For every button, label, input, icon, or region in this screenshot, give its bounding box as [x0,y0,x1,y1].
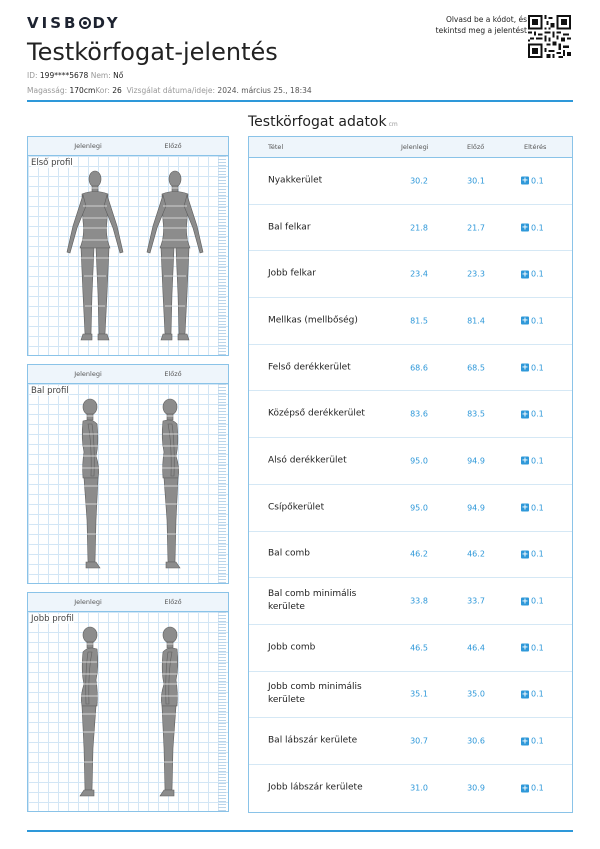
height-value: 170cm [69,86,96,95]
current-value: 46.2 [410,549,428,559]
meta-line-details [27,86,312,95]
previous-value: 21.7 [467,223,485,233]
current-value: 83.6 [410,409,428,419]
qr-instructions [407,14,527,36]
measurement-name: Bal comb [268,548,310,559]
table-header [249,137,572,158]
date-value: 2024. március 25., 18:34 [217,86,312,95]
header-item: Tétel [268,143,284,151]
panel-current-label: Jelenlegi [74,598,102,606]
table-body [249,158,572,812]
difference-number: 0.1 [531,736,544,746]
previous-value: 46.2 [467,549,485,559]
table-row [249,251,572,298]
difference-number: 0.1 [531,316,544,326]
panel-grid [28,384,228,583]
height-label: Magasság: [27,86,68,95]
difference-value [521,550,544,559]
qr-text-line-1: Olvasd be a kódot, és [445,15,527,24]
panel-header [28,137,228,156]
panel-previous-label: Előző [164,142,182,150]
measurement-name: Jobb lábszár kerülete [268,782,363,793]
right-body-current-figure [70,622,110,807]
previous-value: 30.9 [467,783,485,793]
panel-title: Jobb profil [31,614,74,624]
increase-icon: + [521,689,529,699]
unit-label: cm [388,121,398,128]
table-row [249,298,572,345]
table-row [249,158,572,205]
left-body-previous-figure [150,394,190,579]
difference-number: 0.1 [531,643,544,653]
header-diff: Eltérés [524,143,547,151]
gender-value: Nő [113,71,124,80]
measurement-name: Felső derékkerület [268,362,351,373]
difference-value [521,456,544,465]
current-value: 30.2 [410,176,428,186]
difference-value [521,363,544,372]
difference-value [521,270,544,279]
header-current: Jelenlegi [401,143,429,151]
current-value: 68.6 [410,363,428,373]
difference-number: 0.1 [531,503,544,513]
panel-header [28,365,228,384]
difference-number: 0.1 [531,269,544,279]
previous-value: 23.3 [467,269,485,279]
increase-icon: + [521,409,529,419]
data-section-title-text: Testkörfogat adatok [248,114,387,130]
header-previous: Előző [467,143,485,151]
previous-value: 68.5 [467,363,485,373]
difference-number: 0.1 [531,223,544,233]
page-title: Testkörfogat-jelentés [27,38,278,66]
difference-value [521,176,544,185]
data-section-title [248,114,398,130]
increase-icon: + [521,269,529,279]
current-value: 95.0 [410,456,428,466]
table-row [249,672,572,719]
previous-value: 30.6 [467,736,485,746]
right-body-previous-figure [150,622,190,807]
measurement-name: Középső derékkerület [268,408,365,419]
difference-number: 0.1 [531,549,544,559]
measurements-table [248,136,573,813]
table-row [249,718,572,765]
measurement-name: Bal comb minimális kerülete [268,589,357,613]
qr-text-line-2: tekintsd meg a jelentést [435,26,527,35]
difference-value [521,410,544,419]
table-row [249,391,572,438]
table-row [249,625,572,672]
measurement-name: Jobb comb [268,642,316,653]
measurement-name: Alsó derékkerület [268,455,347,466]
table-row [249,532,572,579]
left-profile-panel [27,364,229,584]
table-row [249,205,572,252]
increase-icon: + [521,642,529,652]
difference-value [521,503,544,512]
measurement-name: Jobb felkar [268,268,316,279]
previous-value: 94.9 [467,456,485,466]
logo-text-end: DY [92,14,121,32]
right-profile-panel [27,592,229,812]
difference-value [521,597,544,606]
difference-number: 0.1 [531,596,544,606]
difference-number: 0.1 [531,176,544,186]
qr-code-icon[interactable] [528,15,571,58]
current-value: 46.5 [410,643,428,653]
header-divider [27,100,573,102]
meta-line-id [27,71,123,80]
difference-value [521,737,544,746]
difference-value [521,784,544,793]
id-label: ID: [27,71,38,80]
front-body-previous-figure [144,166,206,351]
current-value: 21.8 [410,223,428,233]
increase-icon: + [521,455,529,465]
table-row [249,485,572,532]
panel-header [28,593,228,612]
previous-value: 35.0 [467,689,485,699]
table-row [249,345,572,392]
current-value: 81.5 [410,316,428,326]
increase-icon: + [521,362,529,372]
previous-value: 83.5 [467,409,485,419]
panel-title: Első profil [31,158,73,168]
increase-icon: + [521,596,529,606]
front-body-current-figure [64,166,126,351]
current-value: 33.8 [410,596,428,606]
panel-previous-label: Előző [164,598,182,606]
difference-value [521,316,544,325]
increase-icon: + [521,222,529,232]
gender-label: Nem: [90,71,111,80]
previous-value: 33.7 [467,596,485,606]
difference-number: 0.1 [531,456,544,466]
current-value: 23.4 [410,269,428,279]
panel-current-label: Jelenlegi [74,142,102,150]
increase-icon: + [521,549,529,559]
ruler-scale [218,156,226,355]
difference-number: 0.1 [531,363,544,373]
previous-value: 94.9 [467,503,485,513]
increase-icon: + [521,175,529,185]
measurement-name: Csípőkerület [268,502,325,513]
date-label: Vizsgálat dátuma/ideje: [126,86,216,95]
difference-number: 0.1 [531,689,544,699]
age-label: Kor: [95,86,110,95]
increase-icon: + [521,783,529,793]
age-value: 26 [112,86,122,95]
measurement-name: Jobb comb minimális kerülete [268,682,362,706]
logo-text-start: VISB [27,14,79,32]
difference-value [521,223,544,232]
left-body-current-figure [70,394,110,579]
table-row [249,438,572,485]
logo-o-icon [79,17,91,29]
increase-icon: + [521,315,529,325]
panel-grid [28,156,228,355]
difference-value [521,690,544,699]
front-profile-panel [27,136,229,356]
previous-value: 81.4 [467,316,485,326]
id-value: 199****5678 [39,71,89,80]
current-value: 30.7 [410,736,428,746]
ruler-scale [218,384,226,583]
current-value: 35.1 [410,689,428,699]
table-row [249,765,572,812]
difference-value [521,643,544,652]
measurement-name: Bal lábszár kerülete [268,735,358,746]
difference-number: 0.1 [531,409,544,419]
difference-number: 0.1 [531,783,544,793]
panel-grid [28,612,228,811]
current-value: 95.0 [410,503,428,513]
panel-title: Bal profil [31,386,69,396]
table-row [249,578,572,625]
panel-current-label: Jelenlegi [74,370,102,378]
increase-icon: + [521,502,529,512]
previous-value: 46.4 [467,643,485,653]
previous-value: 30.1 [467,176,485,186]
panel-previous-label: Előző [164,370,182,378]
ruler-scale [218,612,226,811]
measurement-name: Mellkas (mellbőség) [268,315,358,326]
measurement-name: Nyakkerület [268,175,323,186]
visbody-logo [27,14,121,32]
measurement-name: Bal felkar [268,222,311,233]
current-value: 31.0 [410,783,428,793]
footer-divider [27,830,573,832]
increase-icon: + [521,736,529,746]
